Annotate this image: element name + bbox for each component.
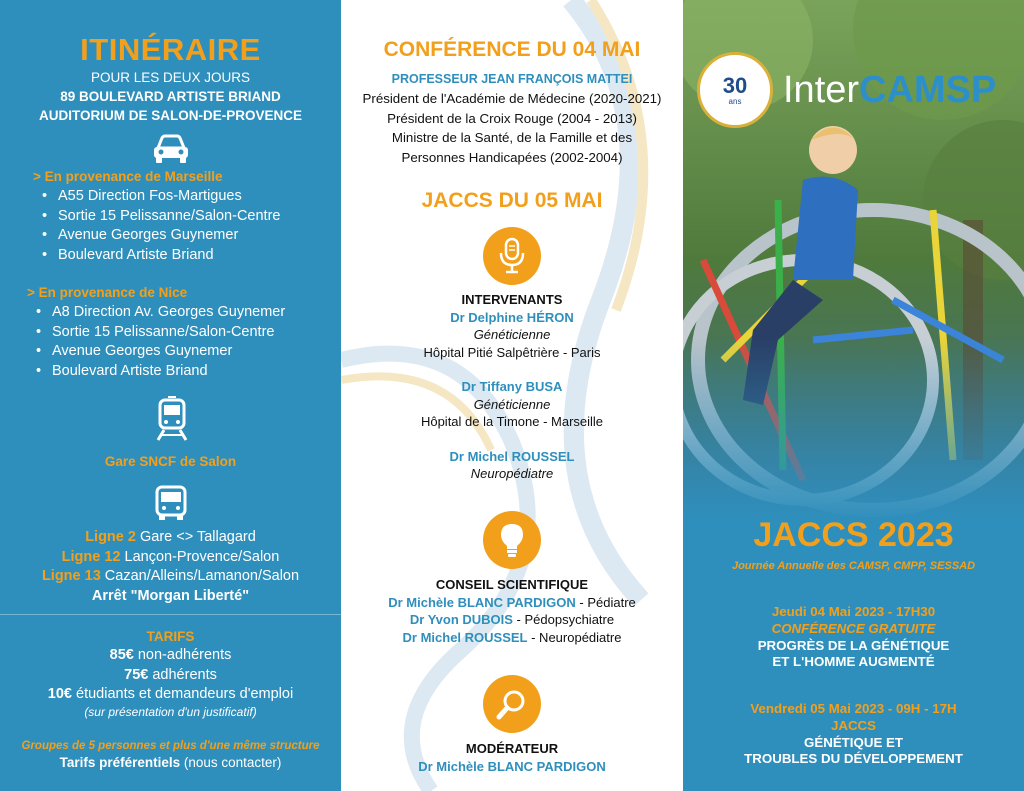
bus-icon [152,484,190,522]
list-item: • Avenue Georges Guynemer [40,226,280,246]
list-item: • Sortie 15 Pelissanne/Salon-Centre [40,207,280,227]
bus-line-row: Ligne 13 Cazan/Alleins/Lamanon/Salon [41,568,300,584]
day2-topic: TROUBLES DU DÉVELOPPEMENT [744,751,963,767]
speaker-role: Président de l'Académie de Médecine (2020-2021) [362,91,662,106]
programme-panel [341,0,683,791]
speaker-hospital: Hôpital Pitié Salpêtrière - Paris [423,344,601,360]
moderateur-name: Dr Michèle BLANC PARDIGON [418,758,606,774]
conference-speaker: PROFESSEUR JEAN FRANÇOIS MATTEI [391,72,633,86]
speaker-hospital: Hôpital de la Timone - Marseille [420,414,604,429]
marseille-route-list [40,187,280,265]
preferential-rates: Tarifs préférentiels (nous contacter) [59,755,282,770]
day1-date: Jeudi 04 Mai 2023 - 17H30 [771,604,936,619]
tarif-row: 10€ étudiants et demandeurs d'emploi [47,686,294,702]
day1-topic: ET L'HOMME AUGMENTÉ [772,654,935,670]
list-item: • Boulevard Artiste Briand [40,246,280,266]
itinerary-panel [0,0,341,791]
event-subtitle: Journée Annuelle des CAMSP, CMPP, SESSAD [731,560,976,572]
tarifs-title: TARIFS [146,629,195,644]
speaker-name: Dr Michel ROUSSEL [449,448,575,464]
tarifs-list [0,646,341,705]
nice-heading: > En provenance de Nice [27,285,188,300]
day1-block [683,604,1024,671]
list-item: • Avenue Georges Guynemer [34,342,285,362]
tarif-row: 75€ adhérents [124,666,217,683]
bus-line-row: Ligne 12 Lançon-Provence/Salon [61,548,280,565]
day1-label: CONFÉRENCE GRATUITE [771,620,936,636]
train-station: Gare SNCF de Salon [104,454,237,469]
bus-stop: Arrêt "Morgan Liberté" [91,587,250,604]
speaker-specialty: Généticienne [473,396,551,412]
speaker-roles [341,89,683,167]
itinerary-subtitle: POUR LES DEUX JOURS [90,70,251,85]
marseille-heading: > En provenance de Marseille [33,169,223,184]
moderateur-title: MODÉRATEUR [465,741,559,756]
speaker-name: Dr Tiffany BUSA [461,379,563,394]
groups-note: Groupes de 5 personnes et plus d'une même structure [21,740,320,752]
microphone-icon [483,227,541,285]
conseil-member: Dr Yvon DUBOIS - Pédopsychiatre [409,612,615,627]
train-icon [155,396,189,442]
speaker-role: Ministre de la Santé, de la Famille et des [391,130,633,146]
list-item: • Boulevard Artiste Briand [34,362,285,382]
tarifs-note: (sur présentation d'un justificatif) [84,705,257,719]
bus-lines [0,528,341,606]
day1-topic: PROGRÈS DE LA GÉNÉTIQUE [757,637,950,653]
speaker-specialty: Généticienne [473,327,551,342]
event-title: JACCS 2023 [753,516,954,554]
list-item: • A55 Direction Fos-Martigues [40,187,280,207]
itinerary-title: ITINÉRAIRE [80,32,261,67]
moderateur-block [341,740,683,775]
conseil-block [341,576,683,646]
lightbulb-icon [483,511,541,569]
address-line-1: 89 BOULEVARD ARTISTE BRIAND [60,89,281,104]
address-line-2: AUDITORIUM DE SALON-DE-PROVENCE [38,108,302,123]
speaker-role: Président de la Croix Rouge (2004 - 2013) [387,110,637,126]
speaker-name: Dr Delphine HÉRON [450,309,574,325]
cover-panel [683,0,1024,791]
conseil-member: Dr Michèle BLANC PARDIGON - Pédiatre [388,594,636,610]
conseil-title: CONSEIL SCIENTIFIQUE [435,577,589,592]
brand-logo: InterCAMSP [783,69,997,111]
jaccs-day-title: JACCS DU 05 MAI [421,189,603,212]
conference-title: CONFÉRENCE DU 04 MAI [383,38,641,61]
day2-topic: GÉNÉTIQUE ET [804,734,903,750]
magnifier-icon [483,675,541,733]
car-icon [150,132,192,166]
list-item: • Sortie 15 Pelissanne/Salon-Centre [34,323,285,343]
divider [0,614,341,615]
nice-route-list [34,303,285,381]
day2-date: Vendredi 05 Mai 2023 - 09H - 17H [750,701,957,716]
conseil-member: Dr Michel ROUSSEL - Neuropédiatre [402,629,622,645]
tarif-row: 85€ non-adhérents [109,647,232,663]
anniversary-logo: 30 ans [697,52,773,128]
intervenants-title: INTERVENANTS [461,292,563,307]
day2-label: JACCS [830,717,877,733]
intervenants-block [341,291,683,483]
list-item: • A8 Direction Av. Georges Guynemer [34,303,285,323]
bus-line-row: Ligne 2 Gare <> Tallagard [85,529,256,545]
day2-block [683,701,1024,768]
speaker-specialty: Neuropédiatre [470,466,554,481]
speaker-role: Personnes Handicapées (2002-2004) [401,149,623,165]
